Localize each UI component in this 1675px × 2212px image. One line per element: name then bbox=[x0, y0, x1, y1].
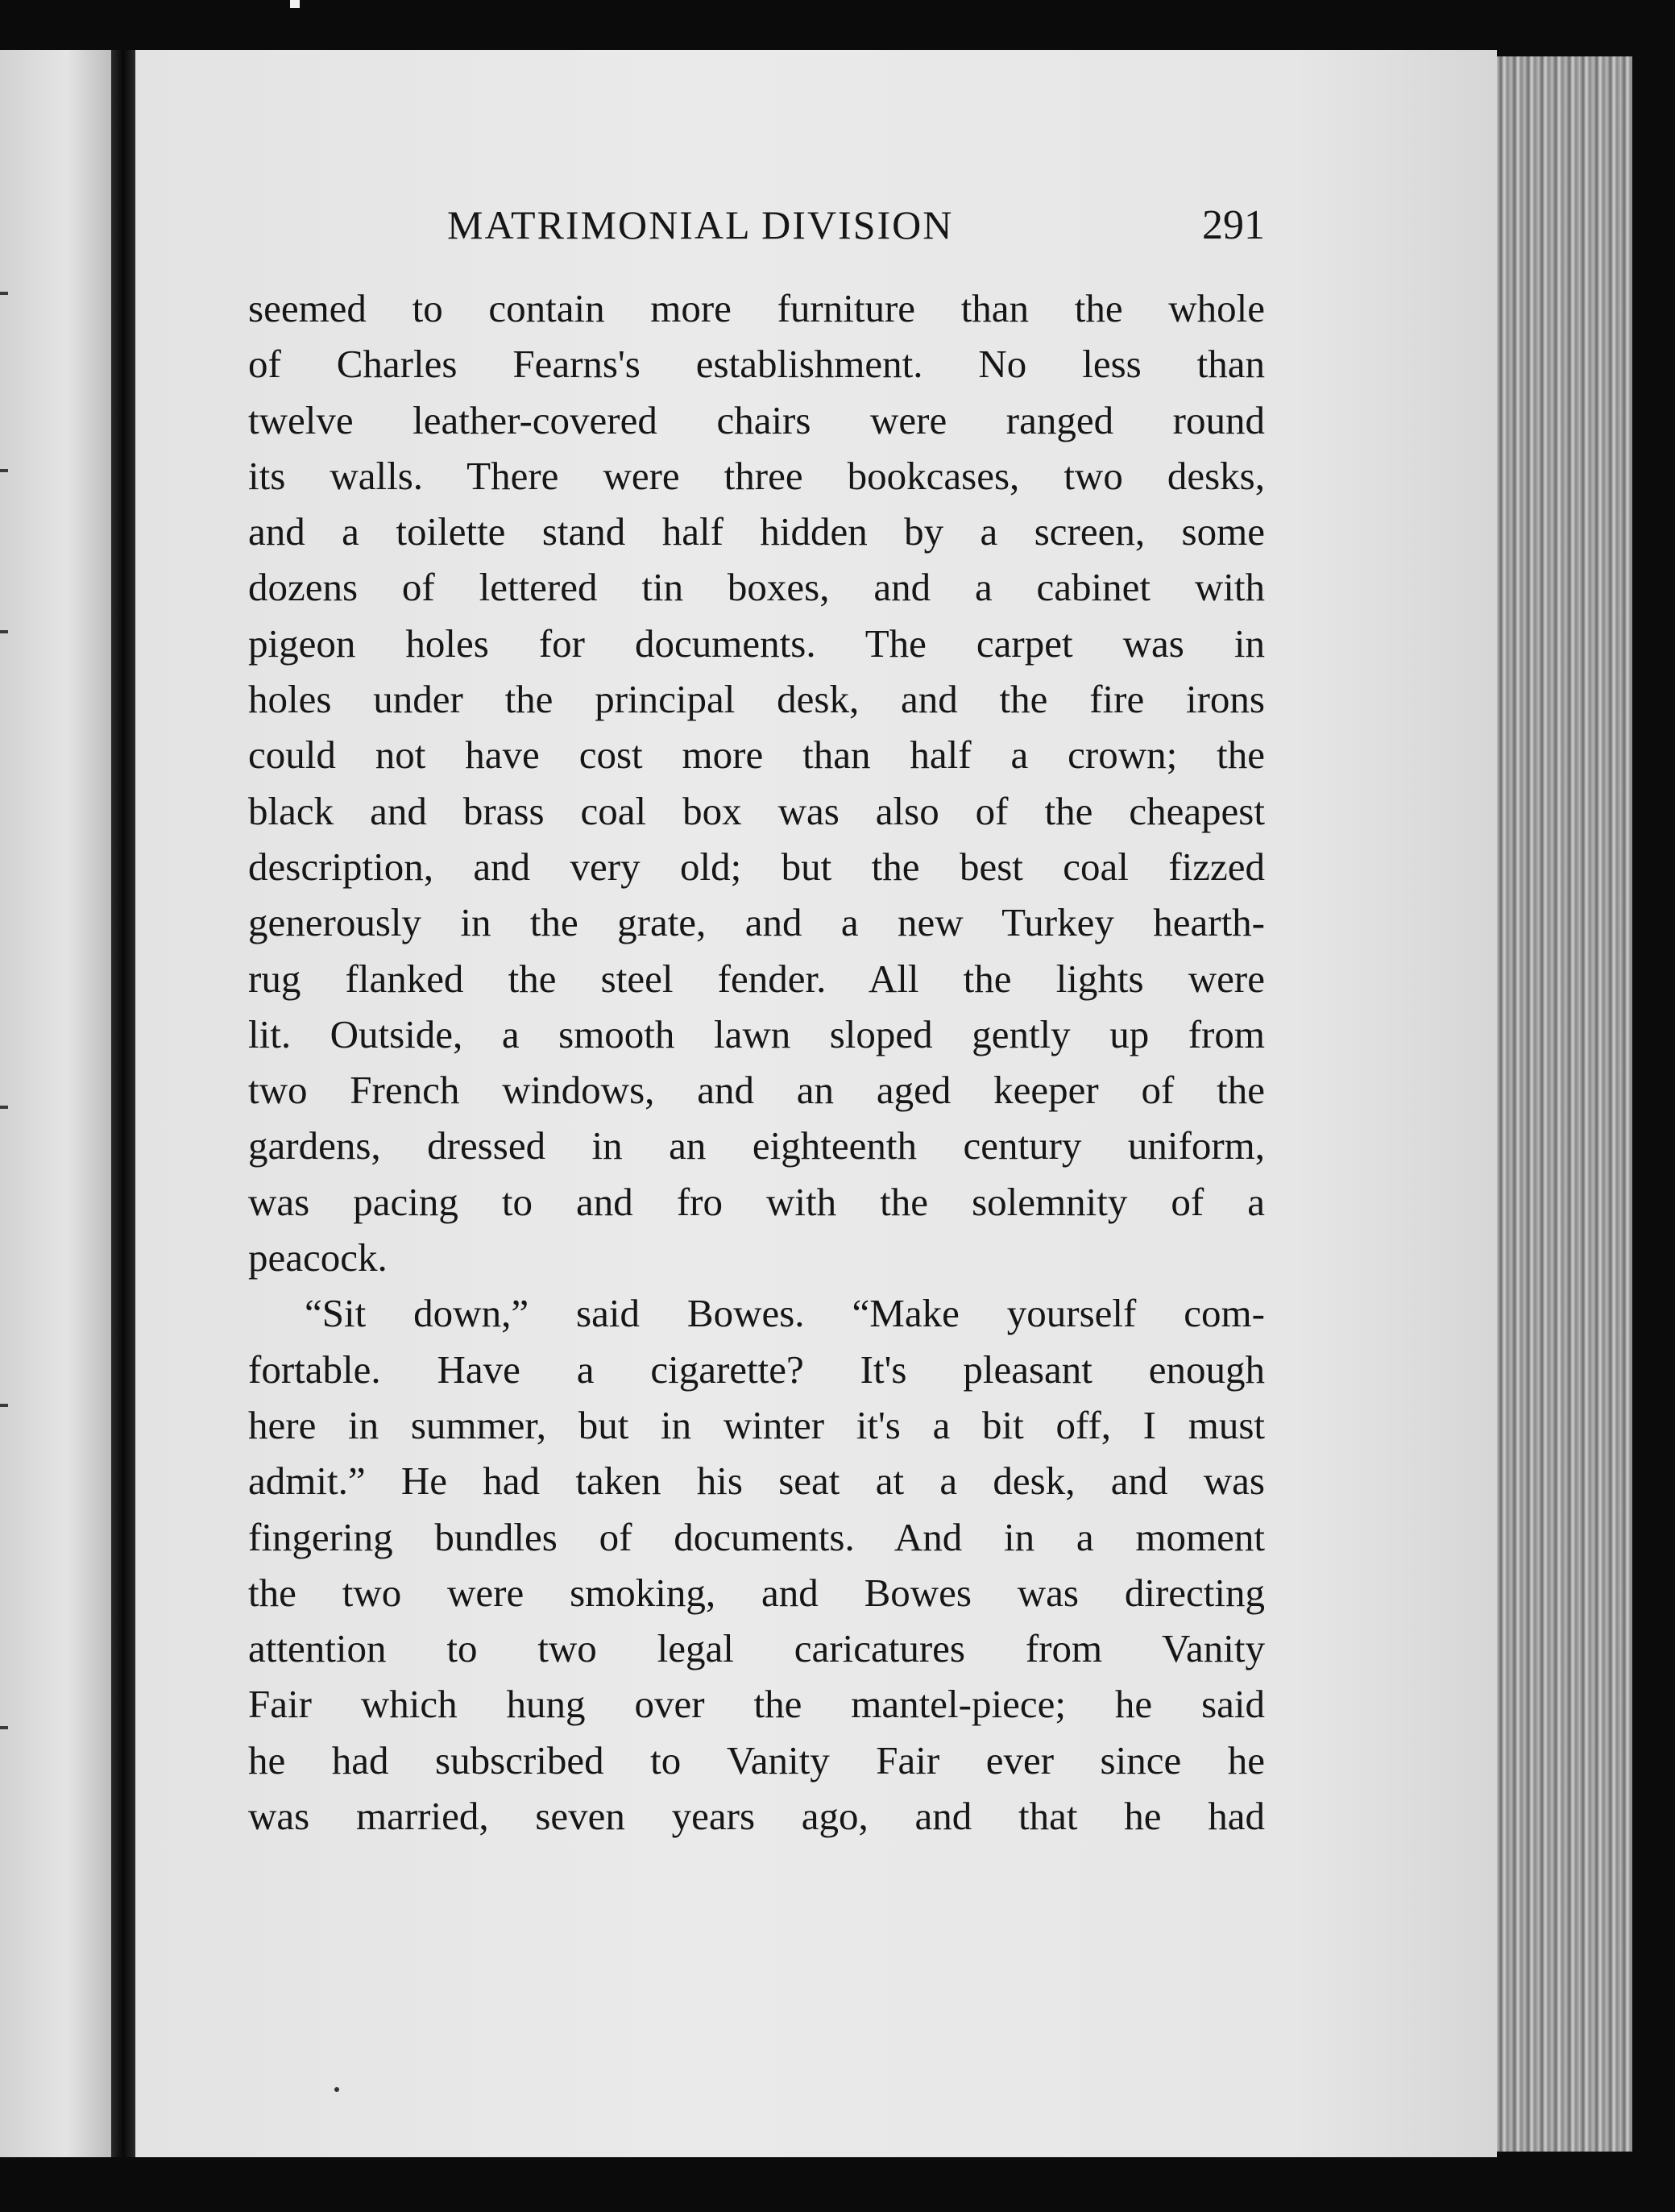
facing-page-mark bbox=[0, 292, 8, 295]
text-line: black and brass coal box was also of the cheapest bbox=[248, 788, 1265, 833]
facing-page-mark bbox=[0, 469, 8, 472]
text-line: twelve leather-covered chairs were ranged round bbox=[248, 397, 1265, 442]
running-head: MATRIMONIAL DIVISION bbox=[447, 202, 954, 247]
facing-page-mark bbox=[0, 1726, 8, 1729]
text-line: he had subscribed to Vanity Fair ever since he bbox=[248, 1737, 1265, 1782]
text-line: “Sit down,” said Bowes. “Make yourself com- bbox=[305, 1291, 1265, 1336]
text-line: holes under the principal desk, and the fire irons bbox=[248, 677, 1265, 722]
facing-page-mark bbox=[0, 1404, 8, 1407]
text-line: was married, seven years ago, and that he had bbox=[248, 1794, 1265, 1839]
text-line: admit.” He had taken his seat at a desk, and was bbox=[248, 1459, 1265, 1504]
text-line: gardens, dressed in an eighteenth century uniform, bbox=[248, 1123, 1265, 1168]
body-text bbox=[248, 280, 1265, 1844]
text-line: pigeon holes for documents. The carpet was in bbox=[248, 620, 1265, 666]
text-line: attention to two legal caricatures from Vanity bbox=[248, 1626, 1265, 1671]
page-dot-mark bbox=[334, 2087, 339, 2092]
text-line: generously in the grate, and a new Turkey hearth- bbox=[248, 900, 1265, 945]
facing-page-edge bbox=[0, 50, 111, 2157]
text-line: was pacing to and fro with the solemnity of a bbox=[248, 1179, 1265, 1224]
book-gutter bbox=[111, 50, 135, 2157]
text-line: seemed to contain more furniture than the whole bbox=[248, 286, 1265, 330]
page-block-edge bbox=[1497, 56, 1632, 2152]
page-header bbox=[447, 201, 1265, 266]
text-line: could not have cost more than half a crown; the bbox=[248, 732, 1265, 778]
text-line: here in summer, but in winter it's a bit off, I must bbox=[248, 1402, 1265, 1447]
page-number: 291 bbox=[1202, 202, 1265, 248]
facing-page-mark bbox=[0, 1106, 8, 1109]
text-line: peacock. bbox=[248, 1235, 388, 1280]
text-line: and a toilette stand half hidden by a screen, some bbox=[248, 509, 1265, 554]
text-line: description, and very old; but the best coal fizzed bbox=[248, 844, 1265, 889]
text-line: fortable. Have a cigarette? It's pleasant enough bbox=[248, 1347, 1265, 1392]
scan-speck bbox=[290, 0, 300, 8]
text-line: two French windows, and an aged keeper of the bbox=[248, 1068, 1265, 1113]
text-line: rug flanked the steel fender. All the lights were bbox=[248, 956, 1265, 1001]
facing-page-mark bbox=[0, 630, 8, 633]
text-line: the two were smoking, and Bowes was directing bbox=[248, 1570, 1265, 1615]
text-line: dozens of lettered tin boxes, and a cabinet with bbox=[248, 565, 1265, 610]
text-line: lit. Outside, a smooth lawn sloped gently up from bbox=[248, 1011, 1265, 1056]
text-line: Fair which hung over the mantel-piece; he said bbox=[248, 1682, 1265, 1727]
text-line: its walls. There were three bookcases, two desks, bbox=[248, 453, 1265, 498]
text-line: of Charles Fearns's establishment. No less than bbox=[248, 342, 1265, 387]
text-line: fingering bundles of documents. And in a moment bbox=[248, 1514, 1265, 1559]
